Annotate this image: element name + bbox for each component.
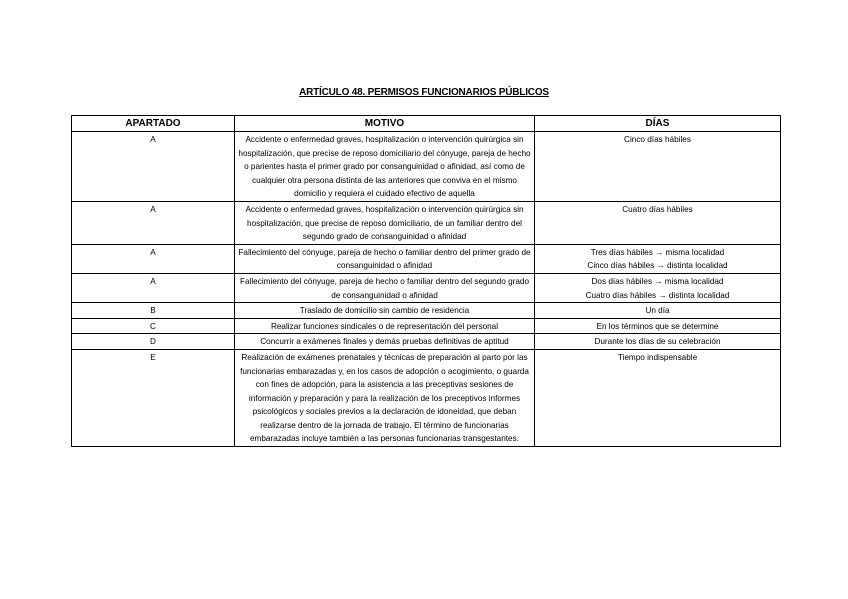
dias-cell xyxy=(535,334,781,350)
dias-line: Cuatro días hábiles → distinta localidad xyxy=(585,290,730,300)
motivo-cell: Accidente o enfermedad graves, hospitalización o intervención quirúrgica sin hospitalización, que precise de reposo domiciliario, de un familiar dentro del segundo grado de consanguinidad o afinidad xyxy=(235,201,535,244)
motivo-cell: Accidente o enfermedad graves, hospitalización o intervención quirúrgica sin hospitalización, que precise de reposo domiciliario del cónyuge, pareja de hecho o parientes hasta el primer grado por consanguinidad o afinidad, así como de cualquier otra persona distinta de las anteriores que conviva en el mismo domicilio y requiera el cuidado efectivo de aquella xyxy=(235,132,535,202)
dias-cell xyxy=(535,132,781,202)
apartado-cell: D xyxy=(72,334,235,350)
apartado-cell: A xyxy=(72,132,235,202)
dias-line: Dos días hábiles → misma localidad xyxy=(591,276,724,286)
apartado-cell: B xyxy=(72,303,235,319)
apartado-cell: A xyxy=(72,273,235,302)
dias-line: Cinco días hábiles → distinta localidad xyxy=(587,261,728,271)
dias-cell xyxy=(535,303,781,319)
page-title: ARTÍCULO 48. PERMISOS FUNCIONARIOS PÚBLICOS xyxy=(299,87,549,98)
table-header-row xyxy=(72,116,781,132)
motivo-cell: Realización de exámenes prenatales y técnicas de preparación al parto por las funcionarias embarazadas y, en los casos de adopción o acogimiento, o guarda con fines de adopción, para la asistencia a las preceptivas sesiones de información y preparación y para la realización de los preceptivos informes psicológicos y sociales previos a la declaración de idoneidad, que deban realizarse dentro de la jornada de trabajo. El término de funcionarias embarazadas incluye también a las personas funcionarias transgestantes. xyxy=(235,349,535,446)
motivo-cell: Fallecimiento del cónyuge, pareja de hecho o familiar dentro del primer grado de consanguinidad o afinidad xyxy=(235,244,535,273)
header-apartado: APARTADO xyxy=(72,116,235,132)
dias-line: Un día xyxy=(645,306,670,316)
dias-cell xyxy=(535,244,781,273)
dias-cell xyxy=(535,318,781,334)
motivo-cell: Realizar funciones sindicales o de representación del personal xyxy=(235,318,535,334)
table-row xyxy=(72,132,781,202)
table-row xyxy=(72,318,781,334)
header-dias: DÍAS xyxy=(535,116,781,132)
apartado-cell: C xyxy=(72,318,235,334)
dias-line: Tiempo indispensable xyxy=(617,352,698,362)
table-row xyxy=(72,244,781,273)
motivo-cell: Traslado de domicilio sin cambio de residencia xyxy=(235,303,535,319)
dias-line: En los términos que se determine xyxy=(596,321,719,331)
header-motivo: MOTIVO xyxy=(235,116,535,132)
table-row xyxy=(72,303,781,319)
permits-table xyxy=(71,115,781,447)
dias-line: Tres días hábiles → misma localidad xyxy=(590,247,725,257)
table-row xyxy=(72,334,781,350)
table-row xyxy=(72,273,781,302)
dias-cell xyxy=(535,349,781,446)
apartado-cell: A xyxy=(72,244,235,273)
apartado-cell: E xyxy=(72,349,235,446)
dias-line: Cuatro días hábiles xyxy=(622,204,693,214)
table-row xyxy=(72,349,781,446)
motivo-cell: Concurrir a exámenes finales y demás pruebas definitivas de aptitud xyxy=(235,334,535,350)
motivo-cell: Fallecimiento del cónyuge, pareja de hecho o familiar dentro del segundo grado de consanguinidad o afinidad xyxy=(235,273,535,302)
apartado-cell: A xyxy=(72,201,235,244)
dias-cell xyxy=(535,273,781,302)
dias-line: Cinco días hábiles xyxy=(624,135,691,144)
dias-line: Durante los días de su celebración xyxy=(594,337,721,347)
dias-cell xyxy=(535,201,781,244)
table-row xyxy=(72,201,781,244)
